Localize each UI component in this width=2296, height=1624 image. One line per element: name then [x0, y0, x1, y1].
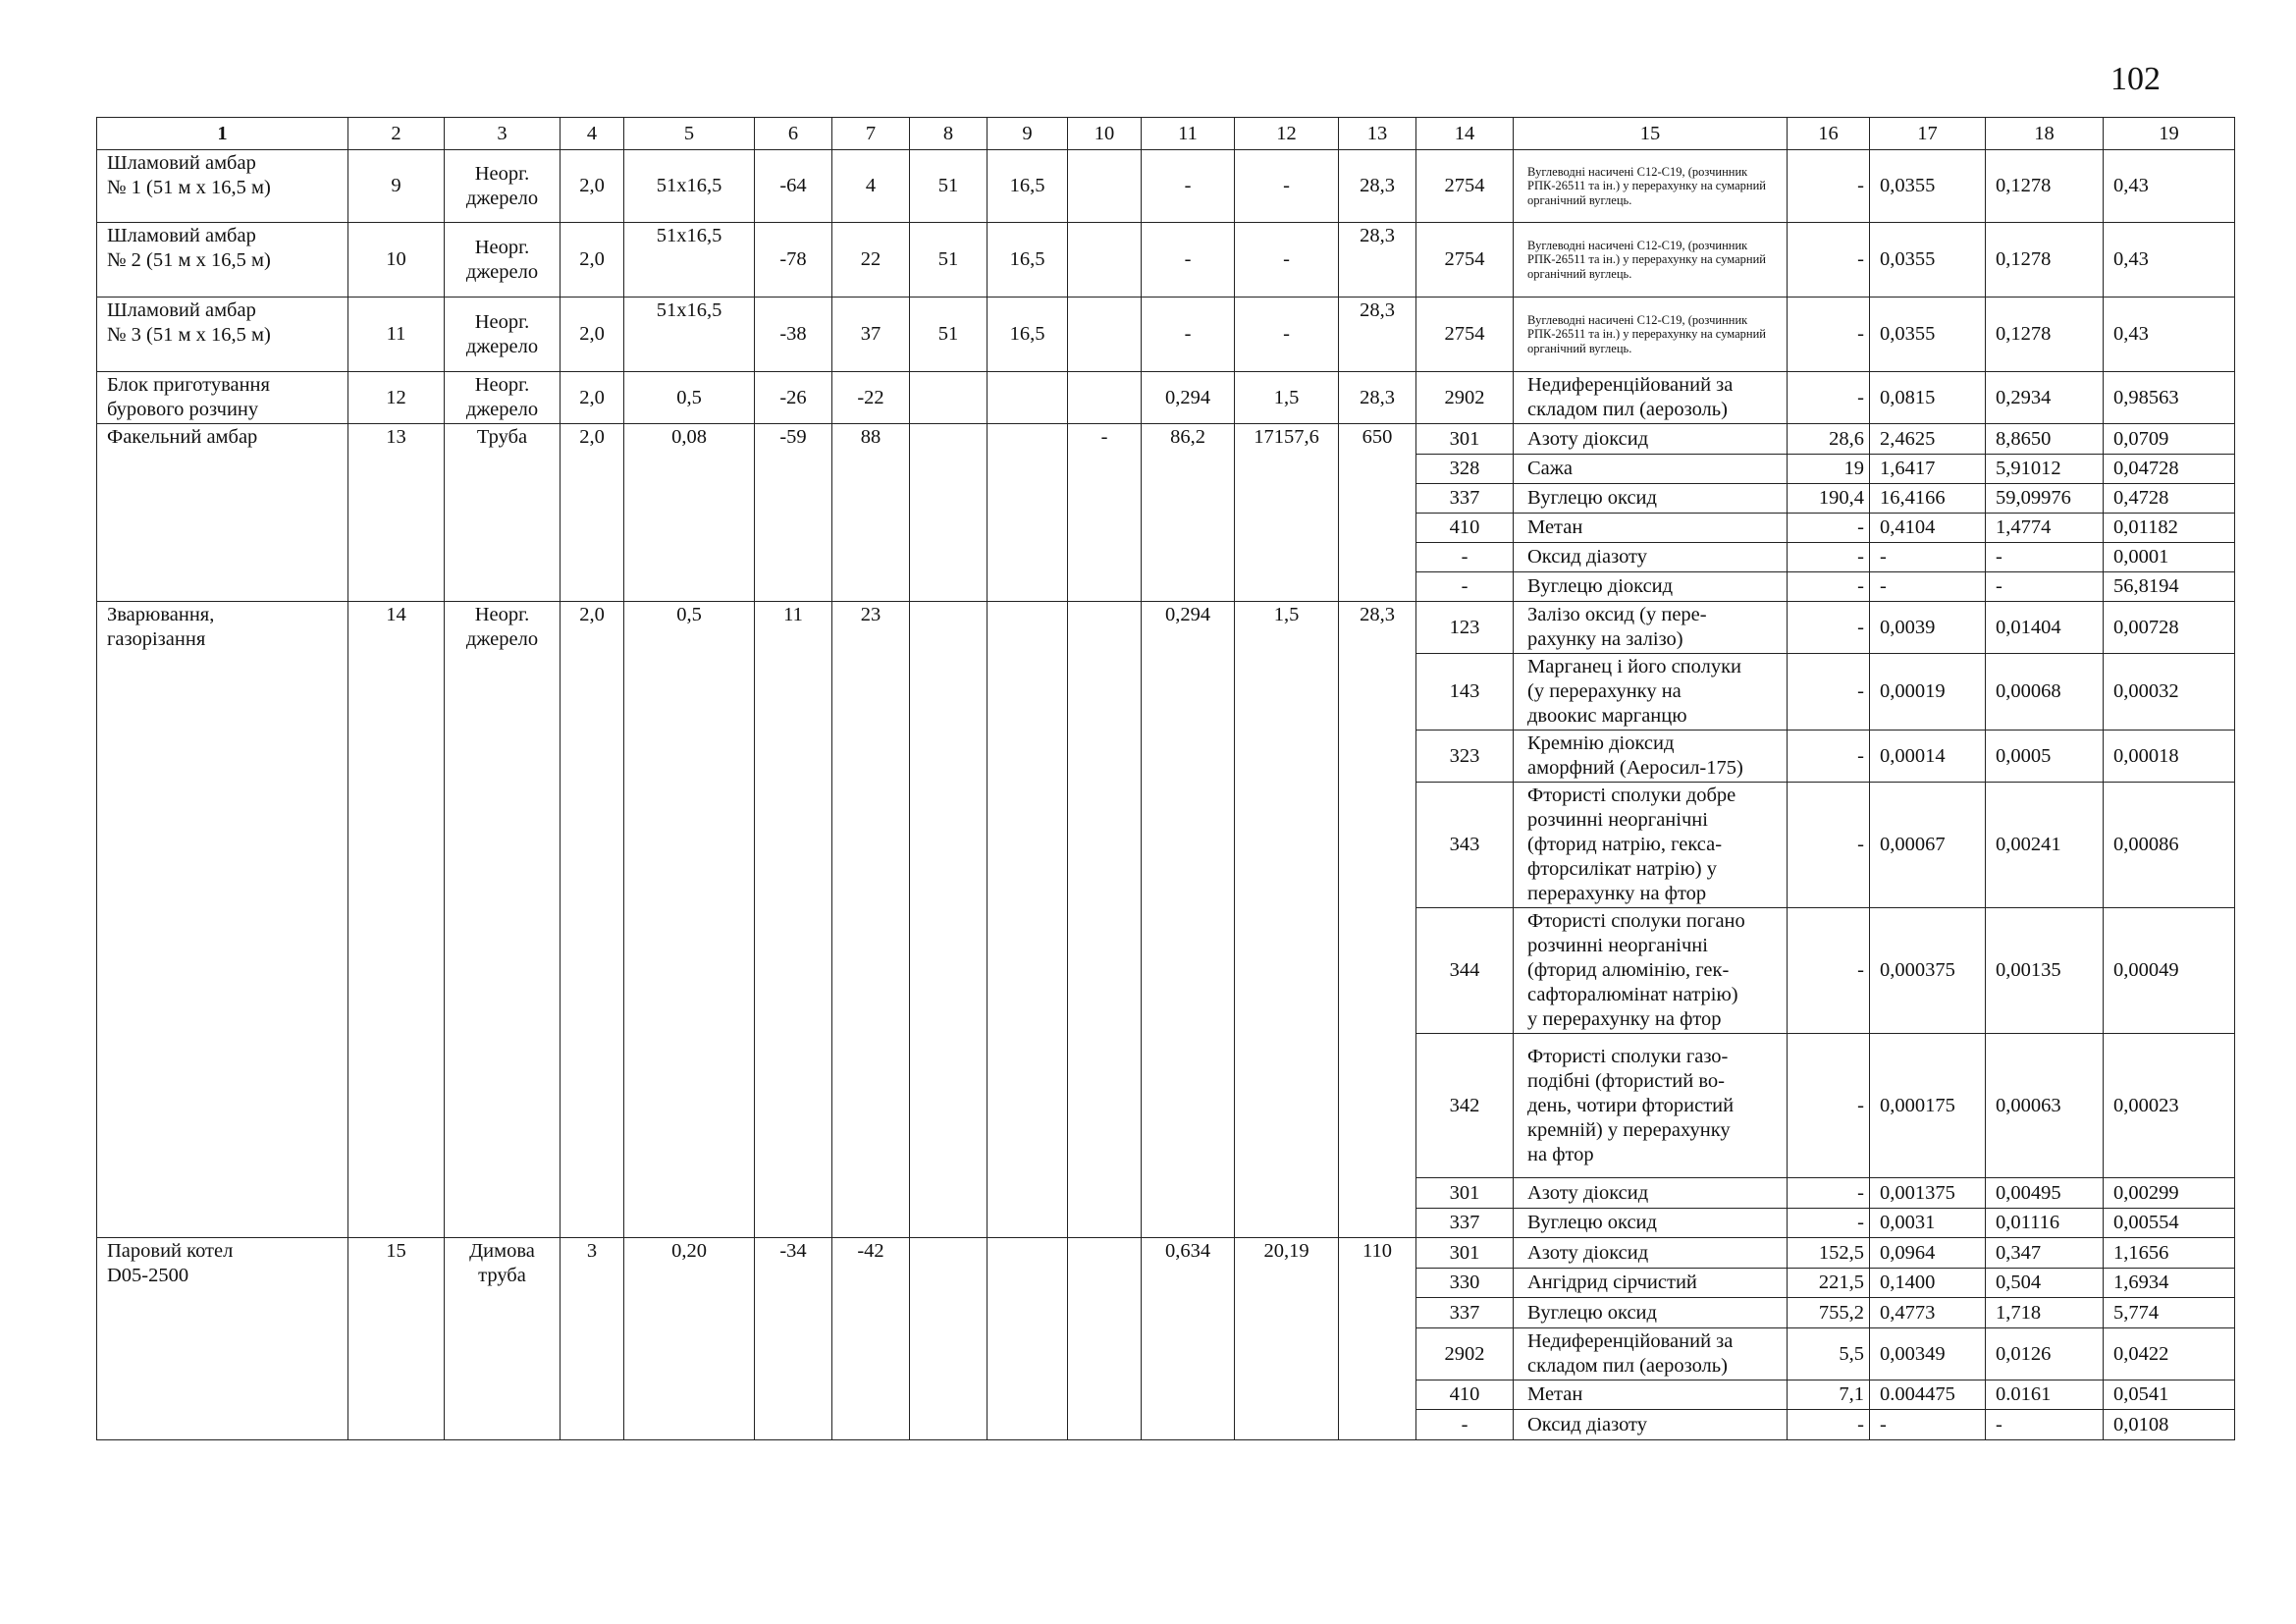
diameter-cell: 51х16,5	[624, 150, 755, 223]
volume-cell: 1,5	[1235, 602, 1339, 1238]
emission-ty-cell: 0,00063	[1986, 1034, 2104, 1178]
emission-ty-cell: -	[1986, 543, 2104, 572]
source-name-cell: Шламовий амбар № 1 (51 м х 16,5 м)	[97, 150, 348, 223]
concentration-cell: 755,2	[1788, 1298, 1870, 1328]
volume-cell: -	[1235, 298, 1339, 372]
coord-y2-cell	[988, 1238, 1068, 1440]
emission-ty-cell: 0,00135	[1986, 908, 2104, 1034]
substance-code-cell: 301	[1416, 424, 1514, 455]
emission-total-cell: 0,00554	[2104, 1209, 2235, 1238]
emission-total-cell: 56,8194	[2104, 572, 2235, 602]
concentration-cell: 19	[1788, 455, 1870, 484]
emission-gs-cell: 0,00349	[1870, 1328, 1986, 1380]
table-row	[97, 223, 2235, 298]
volume-cell: 20,19	[1235, 1238, 1339, 1440]
source-number-cell: 12	[348, 372, 445, 424]
header-cell: 11	[1142, 118, 1235, 150]
substance-name-cell: Оксид діазоту	[1514, 1410, 1788, 1440]
volume-cell: 17157,6	[1235, 424, 1339, 602]
header-cell: 12	[1235, 118, 1339, 150]
temperature-cell: 28,3	[1339, 223, 1416, 298]
concentration-cell: -	[1788, 150, 1870, 223]
header-cell: 14	[1416, 118, 1514, 150]
substance-name-cell: Недиференційований за складом пил (аерозоль)	[1514, 1328, 1788, 1380]
emission-total-cell: 0,4728	[2104, 484, 2235, 514]
emission-sources-table	[96, 117, 2235, 1440]
col10-cell	[1068, 298, 1142, 372]
substance-name-cell: Фтористі сполуки погано розчинні неорганічні (фторид алюмінію, гек- сафторалюмінат натрію) у перерахунку на фтор	[1514, 908, 1788, 1034]
emission-total-cell: 0,0001	[2104, 543, 2235, 572]
concentration-cell: 190,4	[1788, 484, 1870, 514]
temperature-cell: 110	[1339, 1238, 1416, 1440]
velocity-cell: -	[1142, 150, 1235, 223]
table-row	[97, 1238, 2235, 1269]
coord-y1-cell: -42	[832, 1238, 910, 1440]
emission-total-cell: 0,00728	[2104, 602, 2235, 654]
source-number-cell: 14	[348, 602, 445, 1238]
emission-gs-cell: 0,0355	[1870, 150, 1986, 223]
emission-gs-cell: 0,0039	[1870, 602, 1986, 654]
substance-name-cell: Вуглеводні насичені С12-С19, (розчинник РПК-26511 та ін.) у перерахунку на сумарний органічний вуглець.	[1514, 298, 1788, 372]
emission-ty-cell: 0,504	[1986, 1269, 2104, 1298]
source-type-cell: Неорг. джерело	[445, 223, 561, 298]
source-number-cell: 11	[348, 298, 445, 372]
substance-code-cell: -	[1416, 572, 1514, 602]
diameter-cell: 0,08	[624, 424, 755, 602]
velocity-cell: -	[1142, 223, 1235, 298]
concentration-cell: -	[1788, 783, 1870, 908]
table-row	[97, 150, 2235, 223]
substance-name-cell: Кремнію діоксид аморфний (Аеросил-175)	[1514, 731, 1788, 783]
coord-y1-cell: 88	[832, 424, 910, 602]
emission-gs-cell: 0,0355	[1870, 223, 1986, 298]
diameter-cell: 51х16,5	[624, 298, 755, 372]
emission-ty-cell: -	[1986, 572, 2104, 602]
emission-total-cell: 0,00086	[2104, 783, 2235, 908]
header-cell: 2	[348, 118, 445, 150]
table-row	[97, 424, 2235, 455]
height-cell: 2,0	[561, 150, 624, 223]
emission-total-cell: 0,43	[2104, 223, 2235, 298]
substance-code-cell: 323	[1416, 731, 1514, 783]
emission-ty-cell: 0,0005	[1986, 731, 2104, 783]
col10-cell	[1068, 223, 1142, 298]
emission-gs-cell: 0,00014	[1870, 731, 1986, 783]
coord-x1-cell: 11	[755, 602, 832, 1238]
concentration-cell: -	[1788, 223, 1870, 298]
header-cell: 18	[1986, 118, 2104, 150]
emission-total-cell: 1,6934	[2104, 1269, 2235, 1298]
col10-cell	[1068, 372, 1142, 424]
concentration-cell: -	[1788, 372, 1870, 424]
emission-gs-cell: 0,00067	[1870, 783, 1986, 908]
substance-code-cell: -	[1416, 1410, 1514, 1440]
substance-code-cell: 2902	[1416, 1328, 1514, 1380]
substance-code-cell: 337	[1416, 1209, 1514, 1238]
coord-y1-cell: 23	[832, 602, 910, 1238]
page-number: 102	[2110, 61, 2161, 97]
volume-cell: 1,5	[1235, 372, 1339, 424]
source-name-cell: Паровий котел D05-2500	[97, 1238, 348, 1440]
source-name-cell: Блок приготування бурового розчину	[97, 372, 348, 424]
velocity-cell: -	[1142, 298, 1235, 372]
coord-y2-cell: 16,5	[988, 150, 1068, 223]
emission-gs-cell: -	[1870, 543, 1986, 572]
substance-name-cell: Залізо оксид (у пере- рахунку на залізо)	[1514, 602, 1788, 654]
substance-name-cell: Вуглецю діоксид	[1514, 572, 1788, 602]
temperature-cell: 650	[1339, 424, 1416, 602]
substance-code-cell: 328	[1416, 455, 1514, 484]
velocity-cell: 86,2	[1142, 424, 1235, 602]
emission-gs-cell: 0,0815	[1870, 372, 1986, 424]
source-number-cell: 15	[348, 1238, 445, 1440]
source-number-cell: 9	[348, 150, 445, 223]
coord-y1-cell: -22	[832, 372, 910, 424]
source-type-cell: Неорг. джерело	[445, 372, 561, 424]
emission-ty-cell: -	[1986, 1410, 2104, 1440]
coord-y2-cell	[988, 424, 1068, 602]
emission-total-cell: 0,00299	[2104, 1178, 2235, 1209]
emission-ty-cell: 0,01116	[1986, 1209, 2104, 1238]
source-name-cell: Шламовий амбар № 2 (51 м х 16,5 м)	[97, 223, 348, 298]
emission-ty-cell: 1,718	[1986, 1298, 2104, 1328]
diameter-cell: 51х16,5	[624, 223, 755, 298]
source-number-cell: 10	[348, 223, 445, 298]
substance-code-cell: 337	[1416, 484, 1514, 514]
temperature-cell: 28,3	[1339, 298, 1416, 372]
emission-gs-cell: 0,0355	[1870, 298, 1986, 372]
concentration-cell: 7,1	[1788, 1380, 1870, 1410]
header-cell: 4	[561, 118, 624, 150]
concentration-cell: -	[1788, 1209, 1870, 1238]
velocity-cell: 0,294	[1142, 602, 1235, 1238]
header-cell: 5	[624, 118, 755, 150]
concentration-cell: -	[1788, 602, 1870, 654]
diameter-cell: 0,5	[624, 372, 755, 424]
emission-total-cell: 0,04728	[2104, 455, 2235, 484]
emission-ty-cell: 0,1278	[1986, 298, 2104, 372]
substance-code-cell: 2754	[1416, 223, 1514, 298]
source-type-cell: Труба	[445, 424, 561, 602]
emission-total-cell: 0,00018	[2104, 731, 2235, 783]
header-cell: 19	[2104, 118, 2235, 150]
concentration-cell: 5,5	[1788, 1328, 1870, 1380]
coord-x1-cell: -59	[755, 424, 832, 602]
table-row	[97, 602, 2235, 654]
emission-ty-cell: 1,4774	[1986, 514, 2104, 543]
height-cell: 2,0	[561, 602, 624, 1238]
emission-gs-cell: -	[1870, 1410, 1986, 1440]
source-name-cell: Факельний амбар	[97, 424, 348, 602]
header-cell: 15	[1514, 118, 1788, 150]
velocity-cell: 0,634	[1142, 1238, 1235, 1440]
substance-name-cell: Вуглеводні насичені С12-С19, (розчинник РПК-26511 та ін.) у перерахунку на сумарний органічний вуглець.	[1514, 223, 1788, 298]
concentration-cell: -	[1788, 908, 1870, 1034]
emission-gs-cell: 0,4773	[1870, 1298, 1986, 1328]
emission-gs-cell: 0,000375	[1870, 908, 1986, 1034]
emission-total-cell: 0,00023	[2104, 1034, 2235, 1178]
emission-total-cell: 5,774	[2104, 1298, 2235, 1328]
concentration-cell: -	[1788, 572, 1870, 602]
emission-total-cell: 0,43	[2104, 298, 2235, 372]
concentration-cell: -	[1788, 543, 1870, 572]
emission-ty-cell: 5,91012	[1986, 455, 2104, 484]
emission-total-cell: 0,43	[2104, 150, 2235, 223]
substance-code-cell: 2902	[1416, 372, 1514, 424]
emission-gs-cell: 0.004475	[1870, 1380, 1986, 1410]
coord-x2-cell: 51	[910, 298, 988, 372]
substance-name-cell: Ангідрид сірчистий	[1514, 1269, 1788, 1298]
substance-code-cell: 337	[1416, 1298, 1514, 1328]
coord-y2-cell: 16,5	[988, 223, 1068, 298]
coord-x2-cell	[910, 372, 988, 424]
emission-ty-cell: 0.0161	[1986, 1380, 2104, 1410]
emission-gs-cell: 0,00019	[1870, 654, 1986, 731]
emission-gs-cell: 0,001375	[1870, 1178, 1986, 1209]
substance-code-cell: 342	[1416, 1034, 1514, 1178]
substance-code-cell: -	[1416, 543, 1514, 572]
emission-total-cell: 0,00032	[2104, 654, 2235, 731]
concentration-cell: -	[1788, 1034, 1870, 1178]
coord-y2-cell	[988, 602, 1068, 1238]
substance-code-cell: 410	[1416, 1380, 1514, 1410]
emission-ty-cell: 59,09976	[1986, 484, 2104, 514]
emission-ty-cell: 0,00495	[1986, 1178, 2104, 1209]
emission-ty-cell: 0,00068	[1986, 654, 2104, 731]
concentration-cell: -	[1788, 654, 1870, 731]
coord-x1-cell: -26	[755, 372, 832, 424]
concentration-cell: 28,6	[1788, 424, 1870, 455]
height-cell: 2,0	[561, 298, 624, 372]
substance-name-cell: Вуглеводні насичені С12-С19, (розчинник РПК-26511 та ін.) у перерахунку на сумарний органічний вуглець.	[1514, 150, 1788, 223]
emission-total-cell: 0,0541	[2104, 1380, 2235, 1410]
coord-x2-cell	[910, 602, 988, 1238]
substance-name-cell: Азоту діоксид	[1514, 424, 1788, 455]
coord-x2-cell	[910, 424, 988, 602]
coord-y2-cell: 16,5	[988, 298, 1068, 372]
concentration-cell: 221,5	[1788, 1269, 1870, 1298]
emission-total-cell: 1,1656	[2104, 1238, 2235, 1269]
table-row	[97, 298, 2235, 372]
emission-total-cell: 0,0422	[2104, 1328, 2235, 1380]
emission-ty-cell: 0,1278	[1986, 223, 2104, 298]
emission-ty-cell: 0,0126	[1986, 1328, 2104, 1380]
height-cell: 3	[561, 1238, 624, 1440]
substance-name-cell: Метан	[1514, 514, 1788, 543]
table-header-row	[97, 118, 2235, 150]
height-cell: 2,0	[561, 223, 624, 298]
substance-name-cell: Вуглецю оксид	[1514, 484, 1788, 514]
header-cell: 6	[755, 118, 832, 150]
header-cell: 16	[1788, 118, 1870, 150]
emission-gs-cell: 0,000175	[1870, 1034, 1986, 1178]
substance-name-cell: Азоту діоксид	[1514, 1178, 1788, 1209]
emission-ty-cell: 8,8650	[1986, 424, 2104, 455]
substance-code-cell: 410	[1416, 514, 1514, 543]
coord-x1-cell: -78	[755, 223, 832, 298]
coord-y1-cell: 37	[832, 298, 910, 372]
height-cell: 2,0	[561, 424, 624, 602]
emission-gs-cell: 0,0031	[1870, 1209, 1986, 1238]
substance-name-cell: Фтористі сполуки газо- подібні (фтористий во- день, чотири фтористий кремній) у перерахунку на фтор	[1514, 1034, 1788, 1178]
substance-code-cell: 343	[1416, 783, 1514, 908]
source-type-cell: Неорг. джерело	[445, 602, 561, 1238]
header-cell: 13	[1339, 118, 1416, 150]
emission-gs-cell: 0,1400	[1870, 1269, 1986, 1298]
substance-code-cell: 301	[1416, 1178, 1514, 1209]
emission-ty-cell: 0,2934	[1986, 372, 2104, 424]
concentration-cell: 152,5	[1788, 1238, 1870, 1269]
col10-cell	[1068, 150, 1142, 223]
header-cell: 8	[910, 118, 988, 150]
header-cell: 7	[832, 118, 910, 150]
emission-gs-cell: 16,4166	[1870, 484, 1986, 514]
source-name-cell: Зварювання, газорізання	[97, 602, 348, 1238]
table-row	[97, 372, 2235, 424]
substance-code-cell: 2754	[1416, 150, 1514, 223]
emission-gs-cell: 0,0964	[1870, 1238, 1986, 1269]
emission-total-cell: 0,0108	[2104, 1410, 2235, 1440]
coord-x1-cell: -64	[755, 150, 832, 223]
coord-y1-cell: 4	[832, 150, 910, 223]
diameter-cell: 0,20	[624, 1238, 755, 1440]
coord-y1-cell: 22	[832, 223, 910, 298]
concentration-cell: -	[1788, 514, 1870, 543]
source-name-cell: Шламовий амбар № 3 (51 м х 16,5 м)	[97, 298, 348, 372]
concentration-cell: -	[1788, 1410, 1870, 1440]
coord-x2-cell: 51	[910, 150, 988, 223]
substance-name-cell: Вуглецю оксид	[1514, 1298, 1788, 1328]
concentration-cell: -	[1788, 1178, 1870, 1209]
col10-cell: -	[1068, 424, 1142, 602]
concentration-cell: -	[1788, 731, 1870, 783]
col10-cell	[1068, 602, 1142, 1238]
diameter-cell: 0,5	[624, 602, 755, 1238]
emission-gs-cell: -	[1870, 572, 1986, 602]
substance-code-cell: 301	[1416, 1238, 1514, 1269]
emission-total-cell: 0,00049	[2104, 908, 2235, 1034]
emission-ty-cell: 0,00241	[1986, 783, 2104, 908]
emission-gs-cell: 0,4104	[1870, 514, 1986, 543]
header-cell: 17	[1870, 118, 1986, 150]
header-cell: 10	[1068, 118, 1142, 150]
source-number-cell: 13	[348, 424, 445, 602]
substance-code-cell: 123	[1416, 602, 1514, 654]
substance-name-cell: Марганец і його сполуки (у перерахунку на двоокис марганцю	[1514, 654, 1788, 731]
substance-code-cell: 143	[1416, 654, 1514, 731]
substance-code-cell: 330	[1416, 1269, 1514, 1298]
volume-cell: -	[1235, 223, 1339, 298]
substance-code-cell: 344	[1416, 908, 1514, 1034]
volume-cell: -	[1235, 150, 1339, 223]
col10-cell	[1068, 1238, 1142, 1440]
emission-ty-cell: 0,01404	[1986, 602, 2104, 654]
substance-name-cell: Оксид діазоту	[1514, 543, 1788, 572]
substance-name-cell: Метан	[1514, 1380, 1788, 1410]
temperature-cell: 28,3	[1339, 150, 1416, 223]
source-type-cell: Неорг. джерело	[445, 298, 561, 372]
emission-ty-cell: 0,347	[1986, 1238, 2104, 1269]
height-cell: 2,0	[561, 372, 624, 424]
temperature-cell: 28,3	[1339, 372, 1416, 424]
substance-name-cell: Недиференційований за складом пил (аерозоль)	[1514, 372, 1788, 424]
source-type-cell: Неорг. джерело	[445, 150, 561, 223]
emission-gs-cell: 2,4625	[1870, 424, 1986, 455]
substance-name-cell: Фтористі сполуки добре розчинні неорганічні (фторид натрію, гекса- фторсилікат натрію) у перерахунку на фтор	[1514, 783, 1788, 908]
coord-x2-cell	[910, 1238, 988, 1440]
emission-total-cell: 0,0709	[2104, 424, 2235, 455]
emission-ty-cell: 0,1278	[1986, 150, 2104, 223]
concentration-cell: -	[1788, 298, 1870, 372]
source-type-cell: Димова труба	[445, 1238, 561, 1440]
emission-gs-cell: 1,6417	[1870, 455, 1986, 484]
coord-x1-cell: -34	[755, 1238, 832, 1440]
coord-x1-cell: -38	[755, 298, 832, 372]
emission-total-cell: 0,98563	[2104, 372, 2235, 424]
coord-y2-cell	[988, 372, 1068, 424]
substance-name-cell: Сажа	[1514, 455, 1788, 484]
header-cell: 1	[97, 118, 348, 150]
emission-total-cell: 0,01182	[2104, 514, 2235, 543]
temperature-cell: 28,3	[1339, 602, 1416, 1238]
header-cell: 3	[445, 118, 561, 150]
substance-name-cell: Вуглецю оксид	[1514, 1209, 1788, 1238]
header-cell: 9	[988, 118, 1068, 150]
substance-code-cell: 2754	[1416, 298, 1514, 372]
velocity-cell: 0,294	[1142, 372, 1235, 424]
coord-x2-cell: 51	[910, 223, 988, 298]
substance-name-cell: Азоту діоксид	[1514, 1238, 1788, 1269]
